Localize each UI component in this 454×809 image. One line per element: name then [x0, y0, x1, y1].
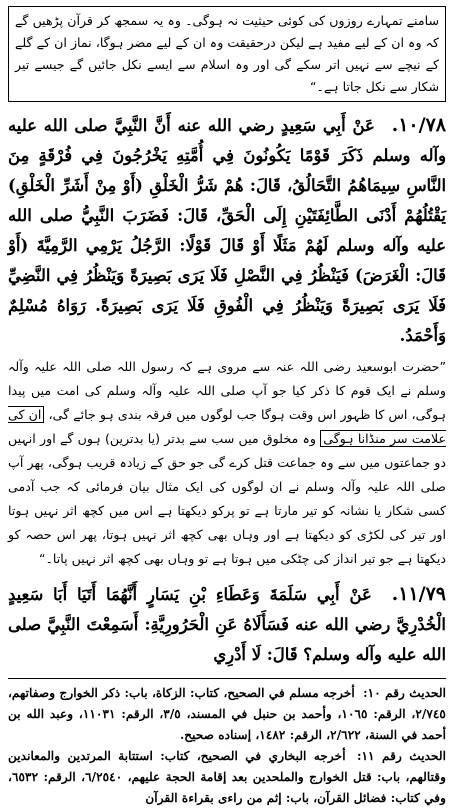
hadith-78-urdu-part-1: ”حضرت ابوسعید رضی اللہ عنہ سے مروی ہے کہ رسول اللہ صلی اللہ علیہ وآلہ وسلم نے ایک قوم کا ذکر کیا جو آپ صلی اللہ علیہ وآلہ وسلم کی امت میں پیدا ہوگی، اس کا ظہور اس وقت ہوگا جب لوگوں میں فرقہ بندی ہو جائے گی، [8, 359, 446, 422]
hadith-78 [8, 110, 446, 571]
urdu-continuation-box [8, 6, 446, 102]
footnote-label: الحديث رقم ١١: [357, 749, 446, 763]
footnote-item [8, 746, 446, 809]
hadith-79 [8, 579, 446, 670]
footnote-divider [8, 678, 446, 679]
hadith-78-number: ۱۰/۷۸. [391, 114, 446, 136]
hadith-78-urdu-part-2: وہ مخلوق میں سب سے بدتر (یا بدترین) ہوں گے [59, 431, 321, 446]
footnote-label: الحديث رقم ١٠: [363, 686, 446, 700]
hadith-78-urdu-part-3: اور انہیں دو جماعتوں میں سے وہ جماعت قتل کرے گی جو حق کے زیادہ قریب ہوگی، پھر آپ صلی اللہ علیہ وآلہ وسلم نے ان لوگوں کی ایک مثال بیان فرمائی کہ جب آدمی کسی شکار یا نشانہ کو تیر مارتا ہے تو پرکو دیکھتا ہے اس میں کچھ اثر نہیں ہوتا اور تیر کی لکڑی کو دیکھتا ہے اور وہاں بھی کچھ اثر نہیں ہوتا، پھر اس حصہ کو دیکھتا ہے جو تیر انداز کی چٹکی میں ہوتا ہے تو وہاں بھی کچھ اثر نہیں پاتا۔“ [8, 431, 446, 566]
hadith-78-arabic-block [8, 110, 446, 351]
hadith-78-arabic-text: عَنْ أَبِي سَعِيدٍ رضي الله عنه أَنَّ النَّبِيَّ صلى الله عليه وآله وسلم ذَكَرَ قَوْمًا يَكُونُونَ فِي أُمَّتِهِ يَخْرُجُونَ فِي فُرْقَةٍ مِنَ النَّاسِ سِيمَاهُمُ التَّحَالُقُ، قَالَ: هُمْ شَرُّ الْخَلْقِ (أَوْ مِنْ أَشَرِّ الْخَلْقِ) يَقْتُلُهُمْ أَدْنَى الطَّائِفَتَيْنِ إِلَى الْحَقِّ، قَالَ: فَضَرَبَ النَّبِيُّ صلى الله عليه وآله وسلم لَهُمْ مَثَلًا أَوْ قَالَ قَوْلًا: الرَّجُلُ يَرْمِي الرَّمِيَّةَ (أَوْ قَالَ: الْغَرَضَ) فَيَنْظُرُ فِي النَّصْلِ فَلَا يَرَى بَصِيرَةً وَيَنْظُرُ فِي النَّضِيِّ فَلَا يَرَى بَصِيرَةً وَيَنْظُرُ فِي الْفُوقِ فَلَا يَرَى بَصِيرَةً. رَوَاهُ مُسْلِمٌ وَأَحْمَدُ. [8, 116, 446, 345]
urdu-continuation-text: سامنے تمہارے روزوں کی کوئی حیثیت نہ ہوگی۔ وہ یہ سمجھ کر قرآن پڑھیں گے کہ وہ ان کے لیے مفید ہے لیکن درحقیقت وہ ان کے لیے مضر ہوگا، نماز ان کے گلے کے نیچے سے نہیں اتر سکے گی اور وہ اسلام سے ایسے نکل جائیں گے جیسے تیر شکار سے نکل جاتا ہے۔“ [15, 13, 439, 94]
hadith-79-arabic-block [8, 579, 446, 670]
footnote-item [8, 683, 446, 746]
footnote-text: أخرجه مسلم في الصحيح، كتاب: الزكاة، باب: ذكر الخوارج وصفاتهم، ٢/٧٤٥، الرقم: ١٠٦٥، وأحمد بن حنبل في المسند، ٣/٥، الرقم: ١١٠٣١، وعبد الله بن أحمد في السنة، ٢/٦٢٢، الرقم: ١٤٨٢، إسناده صحيح. [8, 686, 446, 742]
hadith-79-arabic-text: عَنْ أَبِي سَلَمَةَ وَعَطَاءِ بْنِ يَسَارٍ أَنَّهُمَا أَتَيَا أَبَا سَعِيدٍ الْخُدْرِيَّ رضي الله عنه فَسَأَلَاهُ عَنِ الْحَرُورِيَّةِ: أَسَمِعْتَ النَّبِيَّ صلى الله عليه وآله وسلم؟ قَالَ: لَا أَدْرِي [8, 585, 446, 664]
footnotes [8, 683, 446, 809]
footnote-text: أخرجه البخاري في الصحيح، كتاب: استتابة المرتدين والمعاندين وقتالهم، باب: قتل الخوارج والملحدين بعد إقامة الحجة عليهم، ٦/٢٥٤٠، الرقم: ٦٥٣٢، وفي كتاب: فضائل القرآن، باب: إثم من راءى بقراءة القرآن [8, 749, 446, 805]
hadith-78-urdu-translation [8, 355, 446, 571]
hadith-79-number: ۱۱/۷۹. [391, 583, 446, 605]
hadith-78-boxed-phrase: ان کی علامت سر منڈانا ہوگی [8, 407, 446, 446]
